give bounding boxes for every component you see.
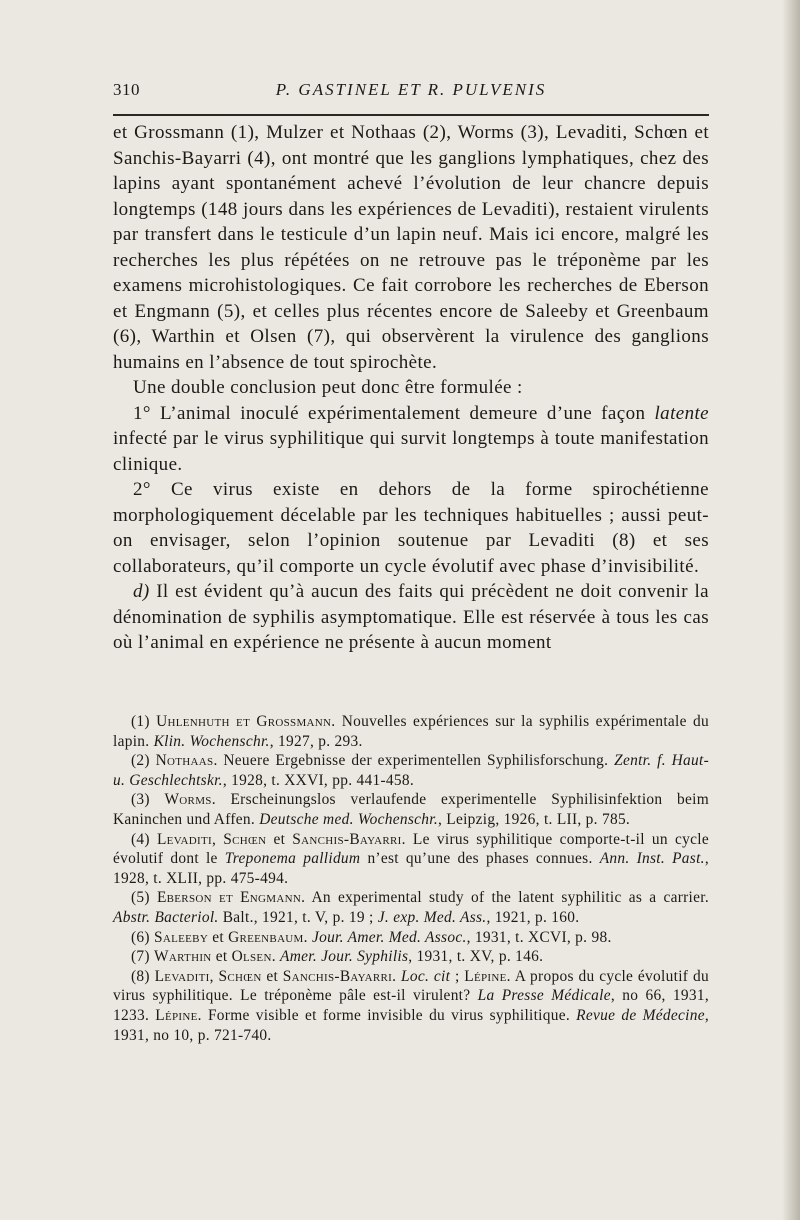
footnote-title: Erscheinungslos verlaufende experimentelle Syphilisinfektion beim Kaninchen und Affen. bbox=[113, 791, 709, 828]
footnote-number: (7) bbox=[131, 948, 150, 966]
footnote-ref: , 1928, t. XLII, pp. 475-494. bbox=[113, 850, 709, 887]
footnote-ref: , 1928, t. XXVI, pp. 441-458. bbox=[222, 771, 415, 789]
footnote-authors: Schœn bbox=[223, 830, 267, 848]
running-head: P. GASTINEL ET R. PULVENIS bbox=[275, 80, 547, 99]
footnote-authors: Olsen. bbox=[231, 948, 276, 966]
footnotes bbox=[113, 712, 709, 1045]
footnote-1 bbox=[113, 712, 709, 751]
footnote-ref: , Leipzig, 1926, t. LII, p. 785. bbox=[437, 810, 631, 828]
paragraph-3 bbox=[113, 401, 709, 478]
paragraph-3-italic: latente bbox=[654, 402, 710, 424]
footnote-number: (6) bbox=[131, 928, 150, 946]
paragraph-5-label: d) bbox=[133, 581, 150, 602]
footnote-authors: Uhlenhuth et Grossmann. bbox=[156, 713, 336, 730]
footnote-ref: , 1931, t. XCVI, p. 98. bbox=[466, 928, 612, 946]
footnote-conjunction: et bbox=[266, 967, 279, 985]
footnote-number: (5) bbox=[131, 889, 150, 907]
footnote-ref: , 1931, t. XV, p. 146. bbox=[408, 948, 544, 966]
paragraph-3-text: 1° L’animal inoculé expérimentalement demeure d’une façon bbox=[133, 402, 646, 424]
footnote-loc-cit: Loc. cit bbox=[401, 967, 451, 985]
footnote-journal: Abstr. Bacteriol. bbox=[113, 908, 219, 926]
footnote-journal: Ann. Inst. Past. bbox=[599, 850, 705, 868]
paragraph-2: Une double conclusion peut donc être formulée : bbox=[133, 377, 523, 398]
main-text bbox=[113, 120, 709, 656]
footnote-authors: Sanchis-Bayarri. bbox=[282, 967, 397, 985]
footnote-title: A propos du cycle évolutif du virus syphilitique. Le tréponème pâle est-il virulent? bbox=[113, 967, 709, 1005]
footnote-title: Neuere Ergebnisse der experimentellen Syphilisforschung. bbox=[223, 752, 609, 770]
footnote-authors: Saleeby bbox=[154, 928, 209, 946]
paragraph-5 bbox=[113, 579, 709, 656]
footnote-number: (2) bbox=[131, 752, 150, 770]
footnote-number: (4) bbox=[131, 830, 150, 848]
footnote-separator: ; bbox=[454, 967, 460, 985]
footnote-authors: Sanchis-Bayarri. bbox=[292, 830, 406, 848]
footnote-journal: Jour. Amer. Med. Assoc. bbox=[311, 928, 467, 946]
footnote-ref: , no 66, 1931, 1233. bbox=[113, 987, 709, 1024]
footnote-authors: Lépine. bbox=[155, 1006, 202, 1024]
footnote-8 bbox=[113, 967, 709, 1045]
footnote-ref: , 1921, p. 160. bbox=[486, 908, 580, 926]
footnote-2 bbox=[113, 751, 709, 790]
footnote-authors: Levaditi, bbox=[156, 830, 217, 848]
page-header bbox=[113, 76, 709, 106]
footnote-ref: , 1931, no 10, p. 721-740. bbox=[113, 1006, 710, 1044]
footnote-journal: Klin. Wochenschr. bbox=[153, 732, 270, 750]
footnote-journal: Revue de Médecine bbox=[576, 1006, 705, 1024]
footnote-number: (8) bbox=[131, 967, 150, 985]
footnote-journal: Zentr. f. Haut- u. Geschlechtskr. bbox=[113, 752, 710, 789]
footnote-5 bbox=[113, 888, 709, 927]
page-number: 310 bbox=[113, 80, 140, 99]
footnote-conjunction: et bbox=[273, 830, 286, 848]
footnote-authors: Nothaas. bbox=[155, 752, 218, 770]
page-edge-shadow bbox=[782, 0, 800, 1220]
paragraph-5-text: Il est évident qu’à aucun des faits qui précèdent ne doit convenir la dénomination de syphilis asymptomatique. Elle est réservée à tous les cas où l’animal en expérience ne présente à aucun moment bbox=[113, 581, 709, 653]
footnote-title: Forme visible et forme invisible du virus syphilitique. bbox=[207, 1006, 571, 1024]
footnote-number: (1) bbox=[131, 713, 150, 730]
footnote-7 bbox=[113, 947, 709, 967]
footnote-authors: Lépine. bbox=[464, 967, 511, 985]
paragraph-4: 2° Ce virus existe en dehors de la forme spirochétienne morphologiquement décelable par les techniques habituelles ; aussi peut-on envisager, selon l’opinion soutenue par Levaditi (8) et ses collaborateurs, qu’il comporte un cycle évolutif avec phase d’invisibilité. bbox=[113, 479, 709, 577]
footnote-authors: Worms. bbox=[164, 791, 216, 809]
footnote-authors: Levaditi, bbox=[154, 967, 214, 985]
footnote-title: Nouvelles expériences sur la syphilis expérimentale du lapin. bbox=[113, 713, 709, 750]
footnote-authors: Warthin bbox=[154, 948, 212, 966]
footnote-conjunction: et bbox=[215, 948, 228, 966]
footnote-authors: Greenbaum. bbox=[228, 928, 308, 946]
footnote-journal: La Presse Médicale bbox=[477, 987, 611, 1005]
footnote-title: Le virus syphilitique comporte-t-il un cycle évolutif dont le bbox=[113, 830, 709, 868]
footnote-authors: Eberson et Engmann. bbox=[156, 889, 306, 907]
footnote-number: (3) bbox=[131, 791, 150, 809]
footnote-title: n’est qu’une des phases connues. bbox=[367, 850, 593, 868]
footnote-4 bbox=[113, 830, 709, 889]
footnote-authors: Schœn bbox=[218, 967, 262, 985]
footnote-ref: Balt., 1921, t. V, p. 19 ; bbox=[222, 908, 374, 926]
footnote-title: An experimental study of the latent syphilitic as a carrier. bbox=[311, 889, 709, 907]
header-rule bbox=[113, 114, 709, 116]
footnote-6 bbox=[113, 928, 709, 948]
footnote-conjunction: et bbox=[212, 928, 224, 946]
footnote-3 bbox=[113, 790, 709, 829]
footnote-journal: Amer. Jour. Syphilis bbox=[280, 948, 409, 966]
footnote-ref: , 1927, p. 293. bbox=[269, 732, 363, 750]
footnote-journal: Deutsche med. Wochenschr. bbox=[259, 810, 438, 828]
footnote-species: Treponema pallidum bbox=[224, 850, 361, 868]
footnote-journal: J. exp. Med. Ass. bbox=[377, 908, 487, 926]
paragraph-1: et Grossmann (1), Mulzer et Nothaas (2), Worms (3), Levaditi, Schœn et Sanchis-Bayarri (4), ont montré que les ganglions lymphatiques, chez des lapins ayant spontanément achevé l’évolution de leur chancre depuis longtemps (148 jours dans les expériences de Levaditi), restaient virulents par transfert dans le testicule d’un lapin neuf. Mais ici encore, malgré les recherches les plus répétées on ne retrouve pas le tréponème par les examens microhistologiques. Ce fait corrobore les recherches de Eberson et Engmann (5), et celles plus récentes encore de Saleeby et Greenbaum (6), Warthin et Olsen (7), qui observèrent la virulence des ganglions humains en l’absence de tout spirochète. bbox=[113, 122, 709, 373]
paragraph-3-text-end: infecté par le virus syphilitique qui survit longtemps à toute manifestation clinique. bbox=[113, 428, 709, 475]
